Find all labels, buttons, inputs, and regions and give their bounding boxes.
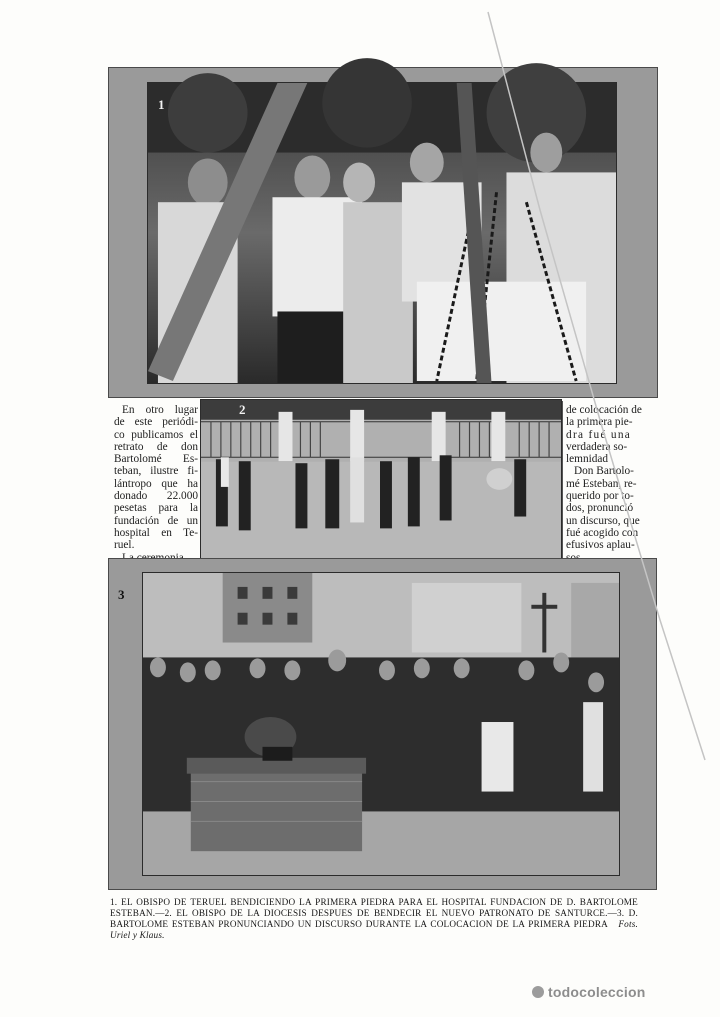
photo-number-3: 3	[118, 587, 125, 602]
left-line: fundación de un	[114, 514, 198, 527]
left-line: retrato de don	[114, 440, 198, 453]
right-line: efusivos aplau-	[566, 539, 635, 552]
left-line: En otro lugar	[122, 404, 198, 416]
photo-caption	[110, 897, 638, 941]
left-line: hospital en Te-	[114, 526, 198, 539]
right-line: fué acogido con	[566, 526, 639, 539]
right-line: lemnidad	[566, 453, 609, 466]
watermark	[532, 984, 646, 1000]
photo-speech-ceremony	[118, 572, 620, 876]
photo-credit: Fots. Uriel y Klaus.	[110, 919, 639, 940]
todocoleccion-logo-icon	[532, 986, 544, 998]
right-line: de colocación de	[566, 404, 642, 416]
watermark-text: todocoleccion	[548, 984, 646, 1000]
right-line: la primera pie-	[566, 416, 633, 429]
left-line: lántropo que ha	[114, 477, 198, 490]
right-line: mé Esteban, re-	[566, 477, 637, 490]
photo-1-image	[148, 83, 616, 383]
right-text-column	[566, 404, 654, 564]
photo-2-image	[201, 400, 561, 558]
left-line: ruel.	[114, 539, 135, 552]
right-line: dos, pronunció	[566, 502, 634, 515]
left-line: de este periódi-	[114, 416, 198, 429]
left-text-column	[114, 404, 198, 564]
right-line: un discurso, que	[566, 514, 640, 527]
photo-bishop-procession	[200, 399, 562, 559]
left-line: co publicamos el	[114, 428, 198, 441]
right-line: Don Bartolo-	[574, 465, 634, 478]
left-line: donado 22.000	[114, 490, 198, 503]
left-line: pesetas para la	[114, 502, 198, 515]
left-line: teban, ilustre fi-	[114, 465, 198, 478]
photo-frame-3	[108, 558, 657, 890]
right-line: verdadera so-	[566, 440, 628, 453]
photo-number-1: 1	[158, 97, 165, 112]
photo-number-2: 2	[239, 402, 246, 417]
photo-3-image	[143, 573, 619, 875]
right-line: dra fué una	[566, 428, 632, 441]
left-line: Bartolomé Es-	[114, 453, 198, 466]
caption-text: 1. EL OBISPO DE TERUEL BENDICIENDO LA PRIMERA PIEDRA PARA EL HOSPITAL FUNDACION DE D. BARTOLOME ESTEBAN.—2. EL OBISPO DE LA DIOCESIS DESPUES DE BENDECIR EL NUEVO PATRONATO DE SANTURCE.—3. D. BARTOLOME ESTEBAN PRONUNCIANDO UN DISCURSO DURANTE LA COLOCACION DE LA PRIMERA PIEDRA	[110, 897, 638, 929]
right-line: querido por to-	[566, 490, 634, 503]
photo-frame-1	[108, 67, 658, 398]
photo-bishop-blessing-stone	[147, 82, 617, 384]
